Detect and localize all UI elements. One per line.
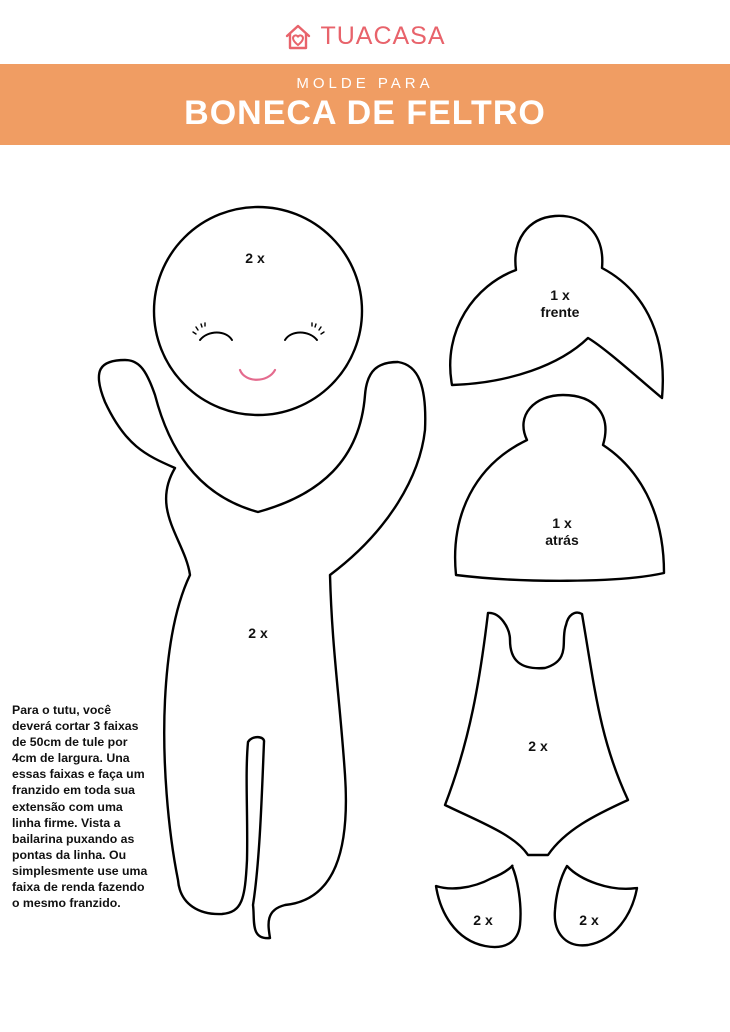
brand-name: TUACASA bbox=[320, 22, 446, 50]
leotard-piece bbox=[445, 613, 628, 855]
hair-back-qty: 1 x bbox=[552, 515, 572, 531]
right-eye bbox=[285, 333, 317, 341]
shoe-left-piece bbox=[436, 866, 521, 947]
hair-front-qty: 1 x bbox=[550, 287, 570, 303]
left-eye bbox=[200, 333, 232, 341]
smile bbox=[240, 370, 275, 380]
body-qty: 2 x bbox=[248, 625, 268, 641]
head-qty: 2 x bbox=[245, 250, 265, 266]
shoe-left-qty: 2 x bbox=[473, 912, 493, 928]
leotard-qty: 2 x bbox=[528, 738, 548, 754]
banner-title: BONECA DE FELTRO bbox=[184, 94, 546, 132]
banner-subtitle: MOLDE PARA bbox=[296, 75, 434, 92]
hair-front-labels bbox=[525, 287, 595, 321]
shoe-right-piece bbox=[555, 866, 637, 945]
hair-back-label: atrás bbox=[545, 532, 579, 548]
shoe-right-qty: 2 x bbox=[579, 912, 599, 928]
hair-front-label: frente bbox=[540, 304, 580, 320]
hair-back-labels bbox=[527, 515, 597, 549]
head-piece bbox=[154, 207, 362, 415]
face bbox=[193, 323, 324, 380]
tutu-instructions: Para o tutu, você deverá cortar 3 faixas de 50cm de tule por 4cm de largura. Una essas faixas e faça um franzido em toda sua extensão com uma linha firme. Vista a bailarina puxando as pontas da linha. Ou simplesmente use uma faixa de renda fazendo o mesmo franzido. bbox=[12, 703, 148, 911]
hair-back-piece bbox=[455, 395, 664, 581]
